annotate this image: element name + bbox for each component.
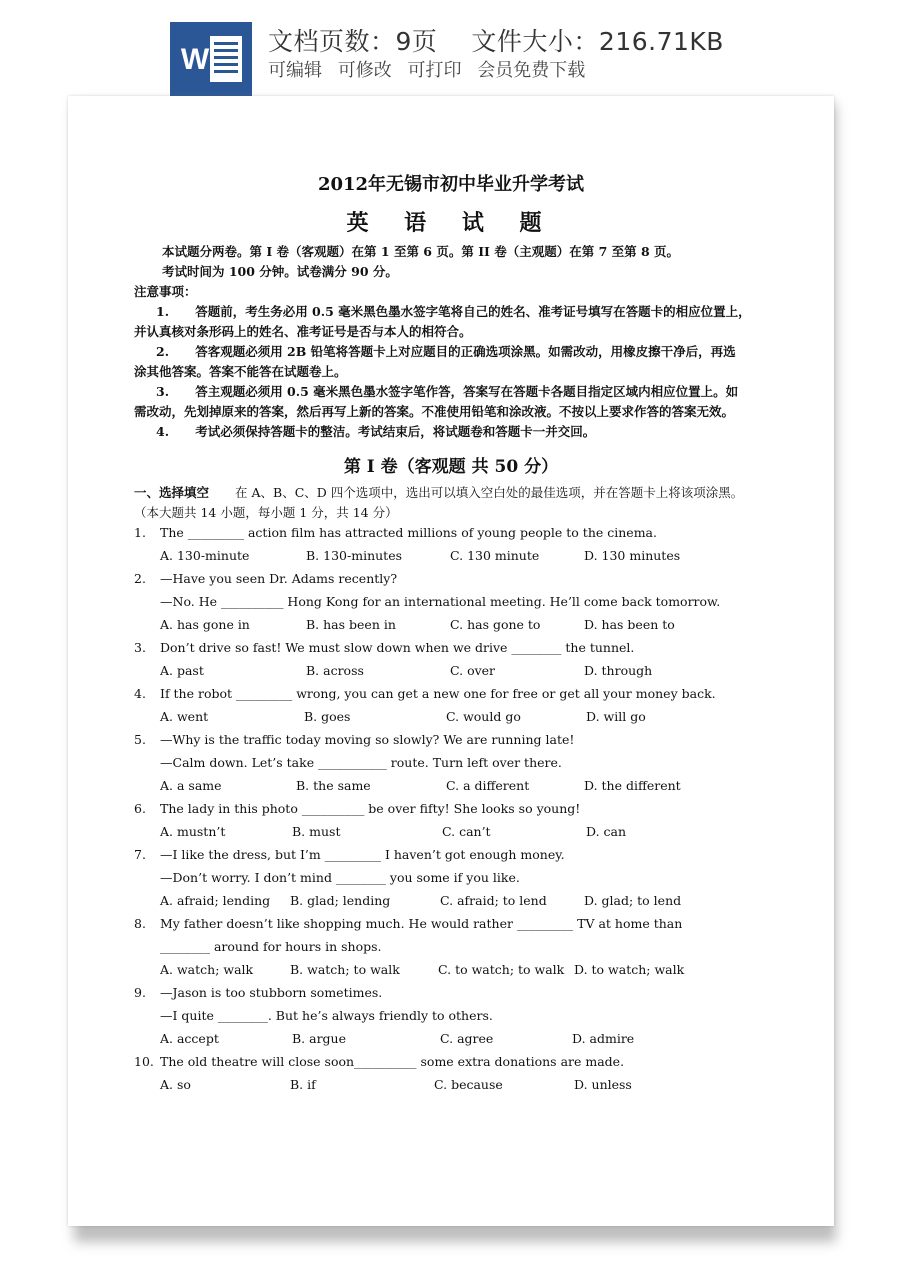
question-text: —Why is the traffic today moving so slowly? We are running late! xyxy=(160,732,575,747)
part-instruction: 在 A、B、C、D 四个选项中，选出可以填入空白处的最佳选项，并在答题卡上将该项涂黑。 xyxy=(235,485,744,500)
answer-option: B. must xyxy=(292,824,341,839)
option-row xyxy=(134,958,774,981)
question-number: 9. xyxy=(134,985,146,1000)
feature-printable: 可打印 xyxy=(407,60,462,81)
answer-option: C. has gone to xyxy=(450,617,541,632)
answer-option: A. went xyxy=(160,709,209,724)
word-document-icon xyxy=(170,22,252,96)
answer-option: D. can xyxy=(586,824,627,839)
answer-option: B. has been in xyxy=(306,617,396,632)
question-line xyxy=(134,636,774,659)
question-item xyxy=(134,636,774,682)
question-line xyxy=(134,797,774,820)
intro-line: 本试题分两卷。第 I 卷（客观题）在第 1 至第 6 页。第 II 卷（主观题）在第 7 至第 8 页。 xyxy=(162,244,680,259)
notice-label: 注意事项： xyxy=(134,284,197,299)
question-item xyxy=(134,912,774,981)
question-text: The _________ action film has attracted millions of young people to the cinema. xyxy=(160,525,657,540)
exam-subject: 英 语 试 题 xyxy=(346,210,556,236)
answer-option: A. has gone in xyxy=(160,617,250,632)
answer-option: B. watch; to walk xyxy=(290,962,400,977)
question-text: —I quite ________. But he’s always friendly to others. xyxy=(160,1008,493,1023)
option-row xyxy=(134,659,774,682)
question-text: The lady in this photo __________ be over fifty! She looks so young! xyxy=(160,801,581,816)
file-size: 文件大小：216.71KB xyxy=(471,27,724,56)
answer-option: C. a different xyxy=(446,778,530,793)
question-text: Don’t drive so fast! We must slow down when we drive ________ the tunnel. xyxy=(160,640,635,655)
question-text: —I like the dress, but I’m _________ I haven’t got enough money. xyxy=(160,847,565,862)
question-line xyxy=(134,981,774,1004)
question-text: —Calm down. Let’s take ___________ route. Turn left over there. xyxy=(160,755,562,770)
answer-option: A. past xyxy=(160,663,204,678)
feature-editable: 可编辑 xyxy=(268,60,322,81)
answer-option: C. can’t xyxy=(442,824,491,839)
answer-option: D. 130 minutes xyxy=(584,548,681,563)
question-text: If the robot _________ wrong, you can get a new one for free or get all your money back. xyxy=(160,686,716,701)
question-number: 3. xyxy=(134,640,146,655)
part-instructions xyxy=(134,483,774,523)
question-number: 2. xyxy=(134,571,146,586)
answer-option: D. the different xyxy=(584,778,681,793)
question-number: 1. xyxy=(134,525,146,540)
notice-item: 3. 答主观题必须用 0.5 毫米黑色墨水签字笔作答，答案写在答题卡各题目指定区域内相应位置上。如 xyxy=(156,384,739,399)
answer-option: B. argue xyxy=(292,1031,347,1046)
notice-item-cont: 并认真核对条形码上的姓名、准考证号是否与本人的相符合。 xyxy=(134,324,472,339)
answer-option: B. goes xyxy=(304,709,351,724)
question-item xyxy=(134,682,774,728)
question-line xyxy=(134,912,774,935)
answer-option: A. afraid; lending xyxy=(160,893,271,908)
answer-option: D. glad; to lend xyxy=(584,893,682,908)
question-line xyxy=(134,866,774,889)
option-row xyxy=(134,820,774,843)
option-row xyxy=(134,705,774,728)
question-item xyxy=(134,797,774,843)
question-number: 4. xyxy=(134,686,146,701)
notice-item: 2. 答客观题必须用 2B 铅笔将答题卡上对应题目的正确选项涂黑。如需改动，用橡皮擦干净后，再选 xyxy=(156,344,736,359)
answer-option: A. mustn’t xyxy=(160,824,226,839)
notice-item-cont: 涂其他答案。答案不能答在试题卷上。 xyxy=(134,364,347,379)
question-text: —Jason is too stubborn sometimes. xyxy=(160,985,383,1000)
question-number: 7. xyxy=(134,847,146,862)
question-number: 6. xyxy=(134,801,146,816)
answer-option: D. unless xyxy=(574,1077,632,1092)
question-item xyxy=(134,843,774,912)
info-banner xyxy=(0,0,900,96)
question-line xyxy=(134,1004,774,1027)
answer-option: C. to watch; to walk xyxy=(438,962,565,977)
question-line xyxy=(134,1050,774,1073)
question-text: The old theatre will close soon__________ some extra donations are made. xyxy=(160,1054,625,1069)
answer-option: A. a same xyxy=(160,778,222,793)
answer-option: C. would go xyxy=(446,709,521,724)
question-number: 10. xyxy=(134,1054,154,1069)
feature-modifiable: 可修改 xyxy=(337,60,392,81)
answer-option: A. 130-minute xyxy=(160,548,250,563)
question-item xyxy=(134,521,774,567)
answer-option: A. accept xyxy=(160,1031,219,1046)
answer-option: A. watch; walk xyxy=(160,962,254,977)
answer-option: A. so xyxy=(160,1077,191,1092)
question-line xyxy=(134,567,774,590)
exam-intro xyxy=(134,242,770,442)
answer-option: C. over xyxy=(450,663,496,678)
question-item xyxy=(134,1050,774,1096)
question-text: ________ around for hours in shops. xyxy=(160,939,382,954)
notice-item: 4. 考试必须保持答题卡的整洁。考试结束后，将试题卷和答题卡一并交回。 xyxy=(156,424,596,439)
question-line xyxy=(134,682,774,705)
intro-line: 考试时间为 100 分钟。试卷满分 90 分。 xyxy=(162,264,398,279)
document-page xyxy=(68,96,834,1226)
answer-option: B. across xyxy=(306,663,364,678)
section-title: 第 I 卷（客观题 共 50 分） xyxy=(343,457,559,477)
question-text: —Don’t worry. I don’t mind ________ you some if you like. xyxy=(160,870,520,885)
answer-option: C. because xyxy=(434,1077,503,1092)
answer-option: B. the same xyxy=(296,778,371,793)
notice-item-cont: 需改动，先划掉原来的答案，然后再写上新的答案。不准使用铅笔和涂改液。不按以上要求作答的答案无效。 xyxy=(134,404,735,419)
feature-member-download: 会员免费下载 xyxy=(477,60,586,81)
question-item xyxy=(134,567,774,636)
question-number: 5. xyxy=(134,732,146,747)
answer-option: D. to watch; walk xyxy=(574,962,685,977)
question-line xyxy=(134,521,774,544)
option-row xyxy=(134,774,774,797)
option-row xyxy=(134,1073,774,1096)
question-text: My father doesn’t like shopping much. He would rather _________ TV at home than xyxy=(160,916,683,931)
answer-option: D. has been to xyxy=(584,617,675,632)
question-line xyxy=(134,843,774,866)
answer-option: B. 130-minutes xyxy=(306,548,403,563)
question-line xyxy=(134,590,774,613)
question-item xyxy=(134,981,774,1050)
answer-option: D. admire xyxy=(572,1031,635,1046)
option-row xyxy=(134,544,774,567)
notice-item: 1. 答题前，考生务必用 0.5 毫米黑色墨水签字笔将自己的姓名、准考证号填写在答题卡的相应位置上， xyxy=(156,304,751,319)
part-label: 一、选择填空 xyxy=(134,485,210,500)
question-text: —Have you seen Dr. Adams recently? xyxy=(160,571,398,586)
part-note: （本大题共 14 小题，每小题 1 分，共 14 分） xyxy=(134,505,398,520)
option-row xyxy=(134,613,774,636)
answer-option: D. will go xyxy=(586,709,646,724)
question-number: 8. xyxy=(134,916,146,931)
question-line xyxy=(134,728,774,751)
question-line xyxy=(134,751,774,774)
word-icon-letter: W xyxy=(180,43,210,76)
answer-option: C. afraid; to lend xyxy=(440,893,547,908)
answer-option: C. agree xyxy=(440,1031,494,1046)
file-meta xyxy=(268,22,724,58)
option-row xyxy=(134,889,774,912)
feature-list xyxy=(268,56,595,82)
question-line xyxy=(134,935,774,958)
answer-option: B. glad; lending xyxy=(290,893,391,908)
exam-title: 2012年无锡市初中毕业升学考试 xyxy=(317,174,585,195)
option-row xyxy=(134,1027,774,1050)
answer-option: C. 130 minute xyxy=(450,548,540,563)
answer-option: D. through xyxy=(584,663,653,678)
answer-option: B. if xyxy=(290,1077,316,1092)
question-item xyxy=(134,728,774,797)
doc-pages: 文档页数：9页 xyxy=(268,27,438,56)
question-text: —No. He __________ Hong Kong for an international meeting. He’ll come back tomorrow. xyxy=(160,594,721,609)
